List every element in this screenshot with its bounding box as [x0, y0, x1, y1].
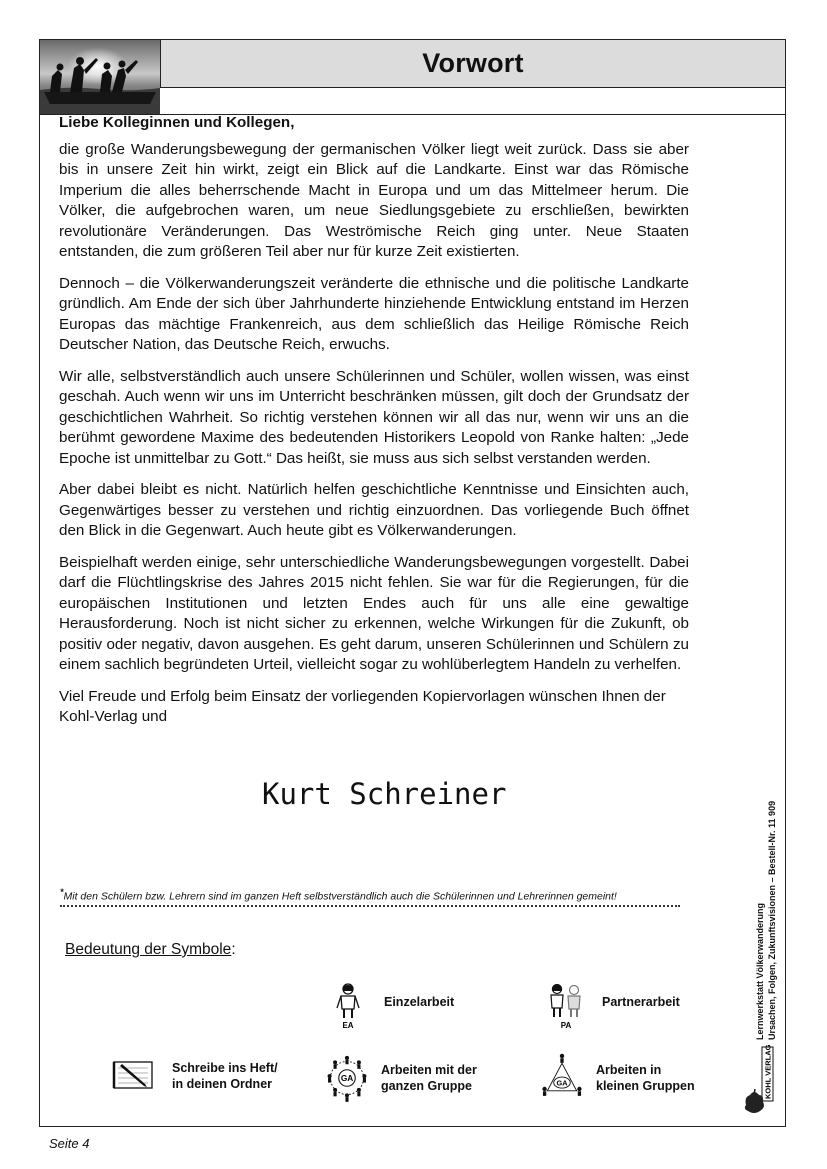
einzelarbeit-label: Einzelarbeit	[384, 995, 455, 1009]
footnote	[60, 887, 617, 903]
group-circle-icon	[325, 1050, 369, 1106]
title-bar	[160, 40, 785, 88]
dotted-divider	[60, 905, 680, 907]
svg-text:GA: GA	[556, 1078, 568, 1088]
page-number: Seite 4	[49, 1136, 90, 1151]
svg-text:KOHL VERLAG: KOHL VERLAG	[763, 1045, 773, 1099]
single-person-icon	[326, 982, 370, 1030]
paragraph-5: Beispielhaft werden einige, sehr unterschiedliche Wanderungsbewegungen vorgestellt. Dabei darf die Flüchtlingskrise des Jahres 2015 nicht fehlen. Sie war für die Regierungen, für die europäischen Institutionen und letzten Endes auch für uns alle eine gewaltige Herausforderung. Noch ist nicht sicher zu erkennen, welche Wirkungen für die Zukunft, ob positiv oder negativ, davon ausgehen. Es geht darum, unseren Schülerinnen und Schülern zu einem sachlich begründeten Urteil, vielleicht sogar zu wohlüberlegtem Handeln zu verhelfen.	[59, 553, 689, 673]
kleine-gruppen-label: Arbeiten in kleinen Gruppen	[596, 1063, 695, 1093]
header-photo	[40, 40, 160, 115]
signature: Kurt Schreiner	[262, 777, 507, 811]
side-line-2: Ursachen, Folgen, Zukunftsvisionen – Bestell-Nr. 11 909	[767, 800, 777, 1040]
ganze-gruppe-label: Arbeiten mit der ganzen Gruppe	[381, 1063, 477, 1093]
schreibe-ins-heft-label: Schreibe ins Heft/ in deinen Ordner	[172, 1061, 278, 1091]
kohl-verlag-logo	[742, 1045, 778, 1115]
small-group-triangle-icon	[540, 1050, 584, 1106]
notebook-pen-icon	[110, 1052, 154, 1100]
svg-text:EA: EA	[342, 1021, 354, 1030]
letter-body	[59, 113, 689, 739]
side-order-info	[754, 801, 778, 1040]
symbol-schreibe-ins-heft	[110, 1052, 278, 1100]
symbols-heading: Bedeutung der Symbole:	[65, 941, 236, 958]
two-persons-icon	[544, 982, 588, 1030]
greeting: Liebe Kolleginnen und Kollegen,	[59, 114, 295, 131]
symbol-partnerarbeit	[544, 982, 680, 1030]
paragraph-3: Wir alle, selbstverständlich auch unsere Schülerinnen und Schüler, wollen wissen, was einst geschah. Auch wenn wir uns im Unterricht beschränken müssen, gilt doch der Grundsatz der geschichtlichen Wahrheit. So richtig verstehen können wir all das nur, wenn wir uns an die berühmt gewordene Maxime des bedeutenden Historikers Leopold von Ranke halten: „Jede Epoche ist unmittelbar zu Gott.“ Das heißt, sie muss aus sich selbst verstanden werden.	[59, 367, 689, 467]
svg-text:GA: GA	[340, 1074, 354, 1084]
footnote-text: Mit den Schülern bzw. Lehrern sind im ganzen Heft selbstverständlich auch die Schülerinnen und Lehrerinnen gemeint!	[63, 890, 617, 903]
side-line-1: Lernwerkstatt Völkerwanderung	[755, 902, 765, 1040]
symbol-ganze-gruppe	[325, 1050, 477, 1106]
svg-text:PA: PA	[560, 1021, 572, 1030]
symbol-einzelarbeit	[326, 982, 454, 1030]
footnote-marker: *	[60, 887, 64, 897]
paragraph-1: die große Wanderungsbewegung der germanischen Völker liegt weit zurück. Dass sie aber bis in unsere Zeit hin wirkt, zeigt ein Blick auf die Landkarte. Einst war das Römische Imperium die alles beherrschende Macht in Europa und um das Mittelmeer herum. Die Völker, die aufgebrochen waren, um neue Siedlungsgebiete zu erschließen, bewirkten revolutionäre Veränderungen. Das Weströmische Reich ging unter. Neue Staaten entstanden, die zum größeren Teil aber nur für kurze Zeit existierten.	[59, 140, 689, 260]
partnerarbeit-label: Partnerarbeit	[602, 995, 680, 1009]
silhouettes-photo-icon	[40, 40, 160, 115]
page-title: Vorwort	[422, 48, 524, 78]
symbol-kleine-gruppen	[540, 1050, 695, 1106]
paragraph-4: Aber dabei bleibt es nicht. Natürlich helfen geschichtliche Kenntnisse und Einsichten auch, Gegenwärtiges besser zu verstehen und richtig einzuordnen. Das vorliegende Buch öffnet den Blick in die Gegenwart. Auch heute gibt es Völkerwanderungen.	[59, 481, 689, 539]
closing: Viel Freude und Erfolg beim Einsatz der vorliegenden Kopiervorlagen wünschen Ihnen der Kohl-Verlag und	[59, 687, 666, 725]
paragraph-2: Dennoch – die Völkerwanderungszeit veränderte die ethnische und die politische Landkarte gründlich. Am Ende der sich über Jahrhunderte hinziehende Entwicklung entstand im Herzen Europas das mächtige Frankenreich, aus dem schließlich das Heilige Römische Reich Deutscher Nation, das Deutsche Reich, erwuchs.	[59, 274, 689, 353]
